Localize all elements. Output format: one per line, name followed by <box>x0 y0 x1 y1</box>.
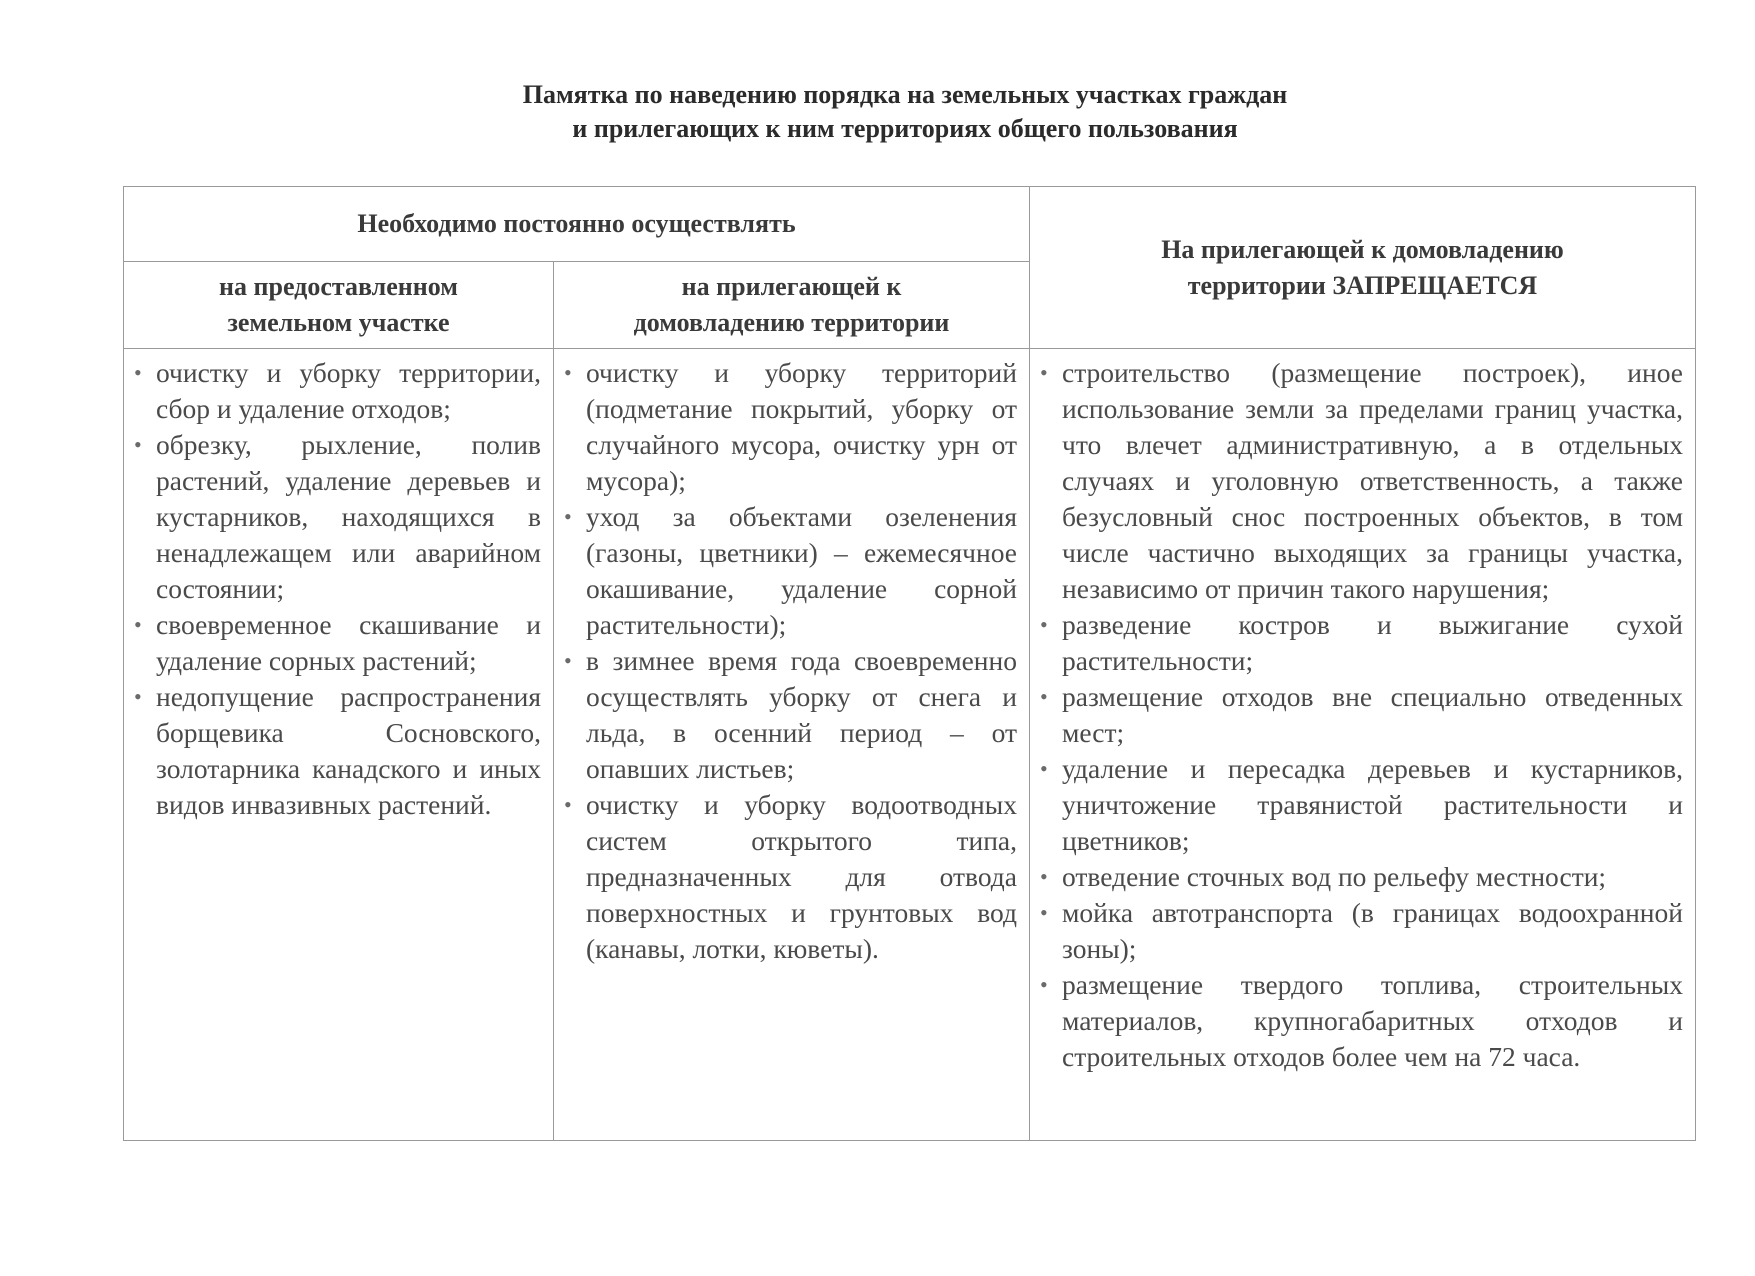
list-item: • мойка автотранспорта (в границах водоохранной зоны); <box>1040 895 1683 967</box>
memo-table <box>123 186 1696 1141</box>
body-row <box>124 349 1696 1141</box>
list-item: • размещение твердого топлива, строительных материалов, крупногабаритных отходов и строительных отходов более чем на 72 часа. <box>1040 967 1683 1075</box>
list-item: • очистку и уборку территории, сбор и удаление отходов; <box>134 355 541 427</box>
memo-title-line-2: и прилегающих к ним территориях общего пользования <box>572 114 1238 143</box>
list-item: • в зимнее время года своевременно осуществлять уборку от снега и льда, в осенний период – от опавших листьев; <box>564 643 1017 787</box>
plot-list <box>134 355 541 823</box>
header-necessary: Необходимо постоянно осуществлять <box>124 187 1030 262</box>
prohibited-list <box>1040 355 1683 1075</box>
plot-cell <box>124 349 554 1141</box>
list-item: • своевременное скашивание и удаление сорных растений; <box>134 607 541 679</box>
list-item: • разведение костров и выжигание сухой растительности; <box>1040 607 1683 679</box>
prohibited-cell <box>1030 349 1696 1141</box>
list-item: • очистку и уборку водоотводных систем открытого типа, предназначенных для отвода поверхностных и грунтовых вод (канавы, лотки, кюветы). <box>564 787 1017 967</box>
header-prohibited: На прилегающей к домовладению территории ЗАПРЕЩАЕТСЯ <box>1030 187 1696 349</box>
subheader-plot: на предоставленном земельном участке <box>124 262 554 349</box>
header-row <box>124 187 1696 262</box>
adjacent-list <box>564 355 1017 967</box>
subheader-adjacent: на прилегающей к домовладению территории <box>554 262 1030 349</box>
list-item: • размещение отходов вне специально отведенных мест; <box>1040 679 1683 751</box>
list-item: • недопущение распространения борщевика Сосновского, золотарника канадского и иных видов инвазивных растений. <box>134 679 541 823</box>
memo-title-line-1: Памятка по наведению порядка на земельных участках граждан <box>522 80 1288 109</box>
list-item: • строительство (размещение построек), иное использование земли за пределами границ участка, что влечет административную, а в отдельных случаях и уголовную ответственность, а также безусловный снос построенных объектов, в том числе частично выходящих за границы участка, независимо от причин такого нарушения; <box>1040 355 1683 607</box>
memo-title <box>0 78 1755 146</box>
adjacent-cell <box>554 349 1030 1141</box>
list-item: • очистку и уборку территорий (подметание покрытий, уборку от случайного мусора, очистку урн от мусора); <box>564 355 1017 499</box>
list-item: • удаление и пересадка деревьев и кустарников, уничтожение травянистой растительности и цветников; <box>1040 751 1683 859</box>
list-item: • уход за объектами озеленения (газоны, цветники) – ежемесячное окашивание, удаление сорной растительности); <box>564 499 1017 643</box>
list-item: • отведение сточных вод по рельефу местности; <box>1040 859 1683 895</box>
list-item: • обрезку, рыхление, полив растений, удаление деревьев и кустарников, находящихся в ненадлежащем или аварийном состоянии; <box>134 427 541 607</box>
